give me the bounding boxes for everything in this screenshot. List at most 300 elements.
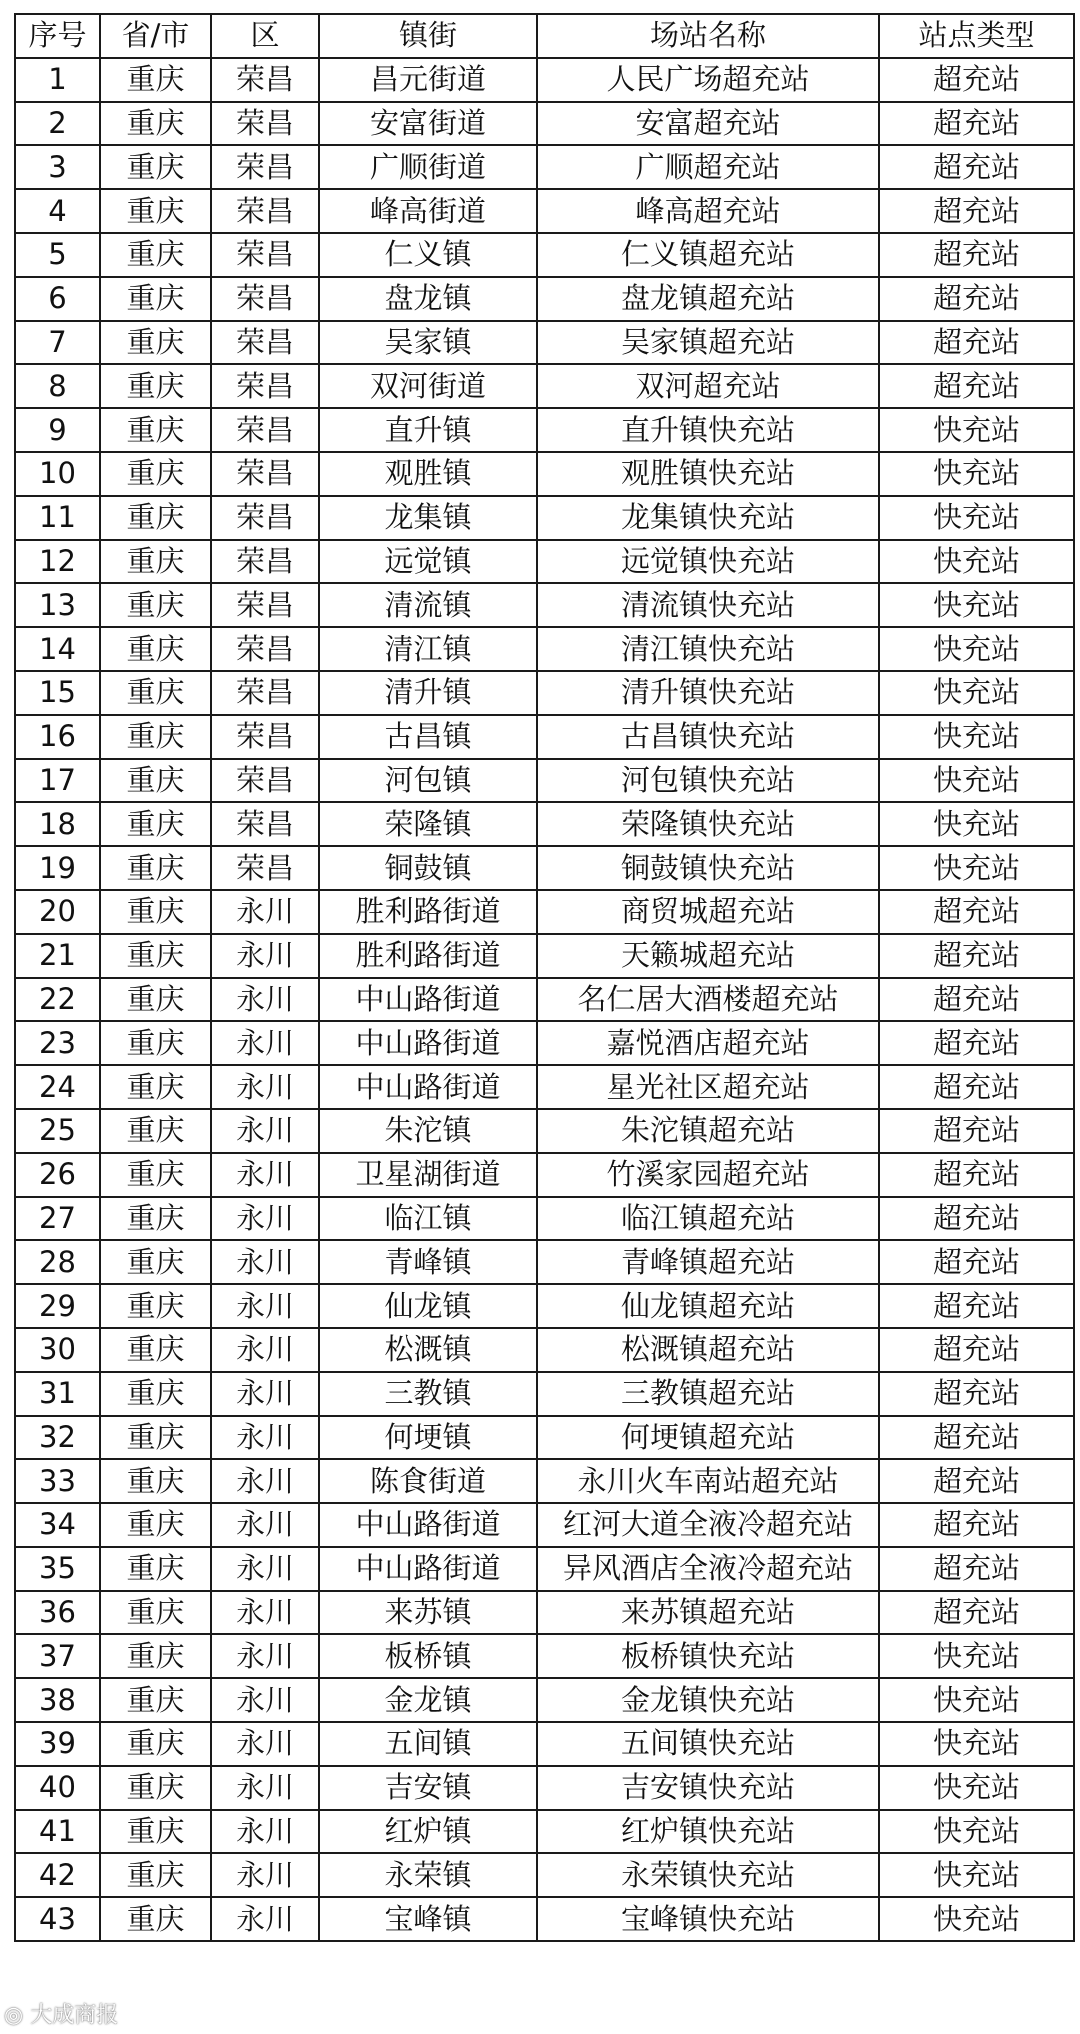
cell-seq: 19 <box>15 846 100 890</box>
cell-province: 重庆 <box>100 58 211 102</box>
cell-station-name: 荣隆镇快充站 <box>537 802 879 846</box>
cell-town: 来苏镇 <box>319 1591 537 1635</box>
table-row <box>15 671 1074 715</box>
header-station-type: 站点类型 <box>879 14 1074 58</box>
table-row <box>15 189 1074 233</box>
cell-station-type: 快充站 <box>879 1853 1074 1897</box>
cell-province: 重庆 <box>100 102 211 146</box>
cell-station-name: 宝峰镇快充站 <box>537 1897 879 1941</box>
cell-station-name: 仙龙镇超充站 <box>537 1284 879 1328</box>
cell-town: 清江镇 <box>319 627 537 671</box>
cell-station-type: 超充站 <box>879 58 1074 102</box>
cell-station-name: 金龙镇快充站 <box>537 1678 879 1722</box>
cell-district: 永川 <box>211 1503 319 1547</box>
cell-station-type: 超充站 <box>879 1328 1074 1372</box>
cell-station-name: 星光社区超充站 <box>537 1065 879 1109</box>
cell-district: 荣昌 <box>211 277 319 321</box>
cell-seq: 4 <box>15 189 100 233</box>
table-row <box>15 1153 1074 1197</box>
cell-district: 荣昌 <box>211 583 319 627</box>
cell-station-name: 龙集镇快充站 <box>537 496 879 540</box>
table-row <box>15 890 1074 934</box>
table-row <box>15 233 1074 277</box>
cell-district: 永川 <box>211 1634 319 1678</box>
table-row <box>15 1459 1074 1503</box>
cell-town: 中山路街道 <box>319 1065 537 1109</box>
cell-station-name: 人民广场超充站 <box>537 58 879 102</box>
cell-station-name: 古昌镇快充站 <box>537 715 879 759</box>
cell-province: 重庆 <box>100 934 211 978</box>
cell-station-type: 超充站 <box>879 277 1074 321</box>
cell-district: 永川 <box>211 1766 319 1810</box>
cell-province: 重庆 <box>100 1197 211 1241</box>
cell-seq: 18 <box>15 802 100 846</box>
cell-province: 重庆 <box>100 1503 211 1547</box>
cell-district: 永川 <box>211 1109 319 1153</box>
cell-town: 观胜镇 <box>319 452 537 496</box>
cell-town: 中山路街道 <box>319 1021 537 1065</box>
cell-seq: 39 <box>15 1722 100 1766</box>
cell-district: 荣昌 <box>211 233 319 277</box>
cell-district: 永川 <box>211 934 319 978</box>
table-row <box>15 1416 1074 1460</box>
table-row <box>15 1634 1074 1678</box>
cell-seq: 30 <box>15 1328 100 1372</box>
cell-station-type: 超充站 <box>879 890 1074 934</box>
table-row <box>15 102 1074 146</box>
cell-province: 重庆 <box>100 1634 211 1678</box>
cell-seq: 42 <box>15 1853 100 1897</box>
cell-station-type: 超充站 <box>879 1109 1074 1153</box>
cell-station-type: 超充站 <box>879 1547 1074 1591</box>
cell-district: 荣昌 <box>211 715 319 759</box>
cell-station-type: 快充站 <box>879 540 1074 584</box>
cell-station-name: 名仁居大酒楼超充站 <box>537 978 879 1022</box>
cell-town: 板桥镇 <box>319 1634 537 1678</box>
cell-province: 重庆 <box>100 1853 211 1897</box>
cell-town: 荣隆镇 <box>319 802 537 846</box>
cell-station-type: 快充站 <box>879 452 1074 496</box>
cell-town: 五间镇 <box>319 1722 537 1766</box>
cell-seq: 6 <box>15 277 100 321</box>
cell-station-name: 双河超充站 <box>537 364 879 408</box>
cell-province: 重庆 <box>100 802 211 846</box>
cell-seq: 3 <box>15 145 100 189</box>
header-seq: 序号 <box>15 14 100 58</box>
cell-seq: 24 <box>15 1065 100 1109</box>
cell-province: 重庆 <box>100 1109 211 1153</box>
table-row <box>15 1021 1074 1065</box>
cell-station-name: 永荣镇快充站 <box>537 1853 879 1897</box>
cell-district: 荣昌 <box>211 540 319 584</box>
cell-province: 重庆 <box>100 189 211 233</box>
cell-seq: 32 <box>15 1416 100 1460</box>
cell-station-type: 超充站 <box>879 1284 1074 1328</box>
cell-station-type: 超充站 <box>879 102 1074 146</box>
table-row <box>15 1284 1074 1328</box>
cell-station-type: 快充站 <box>879 715 1074 759</box>
cell-station-type: 快充站 <box>879 1766 1074 1810</box>
cell-seq: 8 <box>15 364 100 408</box>
header-province: 省/市 <box>100 14 211 58</box>
cell-province: 重庆 <box>100 1897 211 1941</box>
cell-seq: 16 <box>15 715 100 759</box>
cell-town: 仙龙镇 <box>319 1284 537 1328</box>
cell-seq: 15 <box>15 671 100 715</box>
cell-station-type: 超充站 <box>879 189 1074 233</box>
cell-town: 双河街道 <box>319 364 537 408</box>
cell-seq: 5 <box>15 233 100 277</box>
cell-town: 盘龙镇 <box>319 277 537 321</box>
cell-seq: 43 <box>15 1897 100 1941</box>
charging-station-table <box>14 13 1075 1942</box>
cell-station-type: 超充站 <box>879 1197 1074 1241</box>
cell-station-type: 快充站 <box>879 1810 1074 1854</box>
cell-station-name: 红河大道全液冷超充站 <box>537 1503 879 1547</box>
cell-town: 远觉镇 <box>319 540 537 584</box>
cell-district: 荣昌 <box>211 189 319 233</box>
cell-town: 安富街道 <box>319 102 537 146</box>
cell-town: 广顺街道 <box>319 145 537 189</box>
cell-town: 铜鼓镇 <box>319 846 537 890</box>
cell-seq: 13 <box>15 583 100 627</box>
cell-station-type: 快充站 <box>879 1678 1074 1722</box>
table-row <box>15 1722 1074 1766</box>
cell-district: 永川 <box>211 1547 319 1591</box>
cell-station-type: 超充站 <box>879 1503 1074 1547</box>
cell-station-name: 峰高超充站 <box>537 189 879 233</box>
table-row <box>15 1678 1074 1722</box>
cell-town: 何埂镇 <box>319 1416 537 1460</box>
table-row <box>15 1065 1074 1109</box>
cell-town: 陈食街道 <box>319 1459 537 1503</box>
table-row <box>15 934 1074 978</box>
cell-district: 永川 <box>211 1021 319 1065</box>
cell-district: 永川 <box>211 1416 319 1460</box>
cell-seq: 23 <box>15 1021 100 1065</box>
table-header <box>15 14 1074 58</box>
cell-seq: 34 <box>15 1503 100 1547</box>
cell-town: 金龙镇 <box>319 1678 537 1722</box>
cell-town: 仁义镇 <box>319 233 537 277</box>
table-row <box>15 408 1074 452</box>
cell-seq: 11 <box>15 496 100 540</box>
table-row <box>15 58 1074 102</box>
cell-seq: 2 <box>15 102 100 146</box>
cell-station-type: 快充站 <box>879 759 1074 803</box>
cell-province: 重庆 <box>100 1240 211 1284</box>
cell-town: 清升镇 <box>319 671 537 715</box>
cell-seq: 37 <box>15 1634 100 1678</box>
cell-district: 荣昌 <box>211 496 319 540</box>
cell-seq: 27 <box>15 1197 100 1241</box>
cell-station-type: 超充站 <box>879 1372 1074 1416</box>
cell-seq: 21 <box>15 934 100 978</box>
cell-station-type: 快充站 <box>879 671 1074 715</box>
cell-station-type: 超充站 <box>879 934 1074 978</box>
cell-province: 重庆 <box>100 145 211 189</box>
cell-district: 永川 <box>211 1897 319 1941</box>
cell-district: 荣昌 <box>211 759 319 803</box>
cell-town: 朱沱镇 <box>319 1109 537 1153</box>
header-district: 区 <box>211 14 319 58</box>
table-row <box>15 715 1074 759</box>
cell-seq: 35 <box>15 1547 100 1591</box>
cell-district: 永川 <box>211 1459 319 1503</box>
cell-seq: 25 <box>15 1109 100 1153</box>
table-row <box>15 583 1074 627</box>
cell-district: 永川 <box>211 1678 319 1722</box>
cell-seq: 12 <box>15 540 100 584</box>
table-row <box>15 1766 1074 1810</box>
cell-district: 荣昌 <box>211 671 319 715</box>
header-station-name: 场站名称 <box>537 14 879 58</box>
cell-district: 荣昌 <box>211 802 319 846</box>
cell-district: 荣昌 <box>211 102 319 146</box>
cell-town: 青峰镇 <box>319 1240 537 1284</box>
cell-station-name: 广顺超充站 <box>537 145 879 189</box>
cell-province: 重庆 <box>100 978 211 1022</box>
cell-seq: 36 <box>15 1591 100 1635</box>
cell-district: 永川 <box>211 1853 319 1897</box>
cell-seq: 9 <box>15 408 100 452</box>
cell-station-type: 快充站 <box>879 408 1074 452</box>
cell-station-name: 天籁城超充站 <box>537 934 879 978</box>
cell-station-name: 板桥镇快充站 <box>537 1634 879 1678</box>
cell-seq: 1 <box>15 58 100 102</box>
cell-station-name: 永川火车南站超充站 <box>537 1459 879 1503</box>
cell-province: 重庆 <box>100 583 211 627</box>
cell-province: 重庆 <box>100 1678 211 1722</box>
cell-district: 荣昌 <box>211 627 319 671</box>
cell-seq: 38 <box>15 1678 100 1722</box>
cell-seq: 33 <box>15 1459 100 1503</box>
cell-station-name: 松溉镇超充站 <box>537 1328 879 1372</box>
cell-station-name: 吉安镇快充站 <box>537 1766 879 1810</box>
cell-seq: 41 <box>15 1810 100 1854</box>
cell-province: 重庆 <box>100 627 211 671</box>
table-row <box>15 496 1074 540</box>
cell-station-type: 超充站 <box>879 1240 1074 1284</box>
table-row <box>15 978 1074 1022</box>
cell-station-type: 超充站 <box>879 978 1074 1022</box>
cell-town: 昌元街道 <box>319 58 537 102</box>
cell-province: 重庆 <box>100 1766 211 1810</box>
cell-station-name: 三教镇超充站 <box>537 1372 879 1416</box>
table-row <box>15 802 1074 846</box>
cell-station-type: 快充站 <box>879 583 1074 627</box>
cell-station-type: 快充站 <box>879 1722 1074 1766</box>
cell-station-name: 红炉镇快充站 <box>537 1810 879 1854</box>
cell-seq: 31 <box>15 1372 100 1416</box>
cell-province: 重庆 <box>100 1284 211 1328</box>
cell-seq: 7 <box>15 321 100 365</box>
cell-district: 永川 <box>211 978 319 1022</box>
cell-province: 重庆 <box>100 1547 211 1591</box>
cell-town: 永荣镇 <box>319 1853 537 1897</box>
cell-station-name: 异风酒店全液冷超充站 <box>537 1547 879 1591</box>
cell-province: 重庆 <box>100 1065 211 1109</box>
table-row <box>15 1109 1074 1153</box>
cell-seq: 17 <box>15 759 100 803</box>
table-row <box>15 364 1074 408</box>
cell-station-name: 商贸城超充站 <box>537 890 879 934</box>
cell-province: 重庆 <box>100 277 211 321</box>
cell-station-name: 何埂镇超充站 <box>537 1416 879 1460</box>
cell-station-name: 河包镇快充站 <box>537 759 879 803</box>
cell-district: 荣昌 <box>211 408 319 452</box>
cell-seq: 20 <box>15 890 100 934</box>
watermark: ◎ 大成商报 <box>4 2003 119 2028</box>
cell-seq: 26 <box>15 1153 100 1197</box>
table-row <box>15 1328 1074 1372</box>
cell-province: 重庆 <box>100 1416 211 1460</box>
table-body <box>15 58 1074 1941</box>
cell-province: 重庆 <box>100 540 211 584</box>
cell-district: 永川 <box>211 1328 319 1372</box>
cell-town: 河包镇 <box>319 759 537 803</box>
table-row <box>15 1503 1074 1547</box>
cell-station-type: 超充站 <box>879 1153 1074 1197</box>
cell-district: 荣昌 <box>211 364 319 408</box>
cell-station-type: 超充站 <box>879 321 1074 365</box>
cell-province: 重庆 <box>100 1722 211 1766</box>
cell-province: 重庆 <box>100 321 211 365</box>
cell-station-type: 超充站 <box>879 1021 1074 1065</box>
cell-town: 中山路街道 <box>319 1503 537 1547</box>
cell-town: 中山路街道 <box>319 978 537 1022</box>
table-row <box>15 540 1074 584</box>
table-row <box>15 1547 1074 1591</box>
table-row <box>15 277 1074 321</box>
cell-province: 重庆 <box>100 452 211 496</box>
cell-station-type: 超充站 <box>879 145 1074 189</box>
cell-seq: 40 <box>15 1766 100 1810</box>
cell-seq: 22 <box>15 978 100 1022</box>
cell-station-name: 竹溪家园超充站 <box>537 1153 879 1197</box>
cell-district: 荣昌 <box>211 58 319 102</box>
cell-station-type: 快充站 <box>879 627 1074 671</box>
cell-station-name: 远觉镇快充站 <box>537 540 879 584</box>
cell-district: 永川 <box>211 1810 319 1854</box>
cell-province: 重庆 <box>100 846 211 890</box>
cell-station-name: 安富超充站 <box>537 102 879 146</box>
table-row <box>15 759 1074 803</box>
cell-station-type: 快充站 <box>879 802 1074 846</box>
cell-town: 峰高街道 <box>319 189 537 233</box>
cell-station-type: 快充站 <box>879 1634 1074 1678</box>
cell-district: 荣昌 <box>211 846 319 890</box>
cell-district: 永川 <box>211 1240 319 1284</box>
cell-station-type: 超充站 <box>879 233 1074 277</box>
cell-town: 宝峰镇 <box>319 1897 537 1941</box>
table-row <box>15 627 1074 671</box>
cell-station-name: 吴家镇超充站 <box>537 321 879 365</box>
cell-district: 永川 <box>211 1591 319 1635</box>
cell-town: 临江镇 <box>319 1197 537 1241</box>
cell-station-name: 清流镇快充站 <box>537 583 879 627</box>
cell-province: 重庆 <box>100 890 211 934</box>
cell-seq: 28 <box>15 1240 100 1284</box>
cell-district: 永川 <box>211 1284 319 1328</box>
cell-town: 龙集镇 <box>319 496 537 540</box>
header-town: 镇街 <box>319 14 537 58</box>
cell-station-name: 直升镇快充站 <box>537 408 879 452</box>
cell-station-type: 超充站 <box>879 1416 1074 1460</box>
table-row <box>15 452 1074 496</box>
cell-province: 重庆 <box>100 1328 211 1372</box>
cell-station-type: 超充站 <box>879 1065 1074 1109</box>
cell-province: 重庆 <box>100 1459 211 1503</box>
cell-town: 中山路街道 <box>319 1547 537 1591</box>
cell-station-type: 快充站 <box>879 1897 1074 1941</box>
cell-station-type: 超充站 <box>879 1591 1074 1635</box>
cell-district: 永川 <box>211 1065 319 1109</box>
cell-station-name: 盘龙镇超充站 <box>537 277 879 321</box>
table-row <box>15 1853 1074 1897</box>
cell-province: 重庆 <box>100 1591 211 1635</box>
cell-town: 古昌镇 <box>319 715 537 759</box>
header-row <box>15 14 1074 58</box>
cell-station-name: 临江镇超充站 <box>537 1197 879 1241</box>
cell-district: 永川 <box>211 890 319 934</box>
cell-station-name: 来苏镇超充站 <box>537 1591 879 1635</box>
cell-province: 重庆 <box>100 364 211 408</box>
cell-town: 胜利路街道 <box>319 934 537 978</box>
cell-district: 荣昌 <box>211 321 319 365</box>
cell-district: 永川 <box>211 1197 319 1241</box>
cell-town: 红炉镇 <box>319 1810 537 1854</box>
table-row <box>15 1197 1074 1241</box>
table-row <box>15 1240 1074 1284</box>
cell-district: 永川 <box>211 1722 319 1766</box>
cell-station-type: 超充站 <box>879 1459 1074 1503</box>
cell-province: 重庆 <box>100 1372 211 1416</box>
cell-town: 三教镇 <box>319 1372 537 1416</box>
cell-district: 永川 <box>211 1153 319 1197</box>
cell-province: 重庆 <box>100 1153 211 1197</box>
cell-station-name: 铜鼓镇快充站 <box>537 846 879 890</box>
cell-station-name: 观胜镇快充站 <box>537 452 879 496</box>
cell-province: 重庆 <box>100 715 211 759</box>
cell-station-type: 快充站 <box>879 496 1074 540</box>
cell-town: 吴家镇 <box>319 321 537 365</box>
cell-province: 重庆 <box>100 1021 211 1065</box>
cell-town: 胜利路街道 <box>319 890 537 934</box>
table-row <box>15 1591 1074 1635</box>
cell-district: 永川 <box>211 1372 319 1416</box>
cell-province: 重庆 <box>100 671 211 715</box>
table-row <box>15 1810 1074 1854</box>
cell-province: 重庆 <box>100 759 211 803</box>
cell-station-name: 朱沱镇超充站 <box>537 1109 879 1153</box>
cell-station-type: 快充站 <box>879 846 1074 890</box>
table-row <box>15 1372 1074 1416</box>
cell-province: 重庆 <box>100 496 211 540</box>
cell-station-name: 清升镇快充站 <box>537 671 879 715</box>
cell-seq: 14 <box>15 627 100 671</box>
cell-district: 荣昌 <box>211 145 319 189</box>
cell-station-name: 五间镇快充站 <box>537 1722 879 1766</box>
cell-province: 重庆 <box>100 408 211 452</box>
table-row <box>15 145 1074 189</box>
cell-station-type: 超充站 <box>879 364 1074 408</box>
cell-province: 重庆 <box>100 233 211 277</box>
table-row <box>15 321 1074 365</box>
cell-station-name: 仁义镇超充站 <box>537 233 879 277</box>
cell-town: 直升镇 <box>319 408 537 452</box>
cell-station-name: 青峰镇超充站 <box>537 1240 879 1284</box>
